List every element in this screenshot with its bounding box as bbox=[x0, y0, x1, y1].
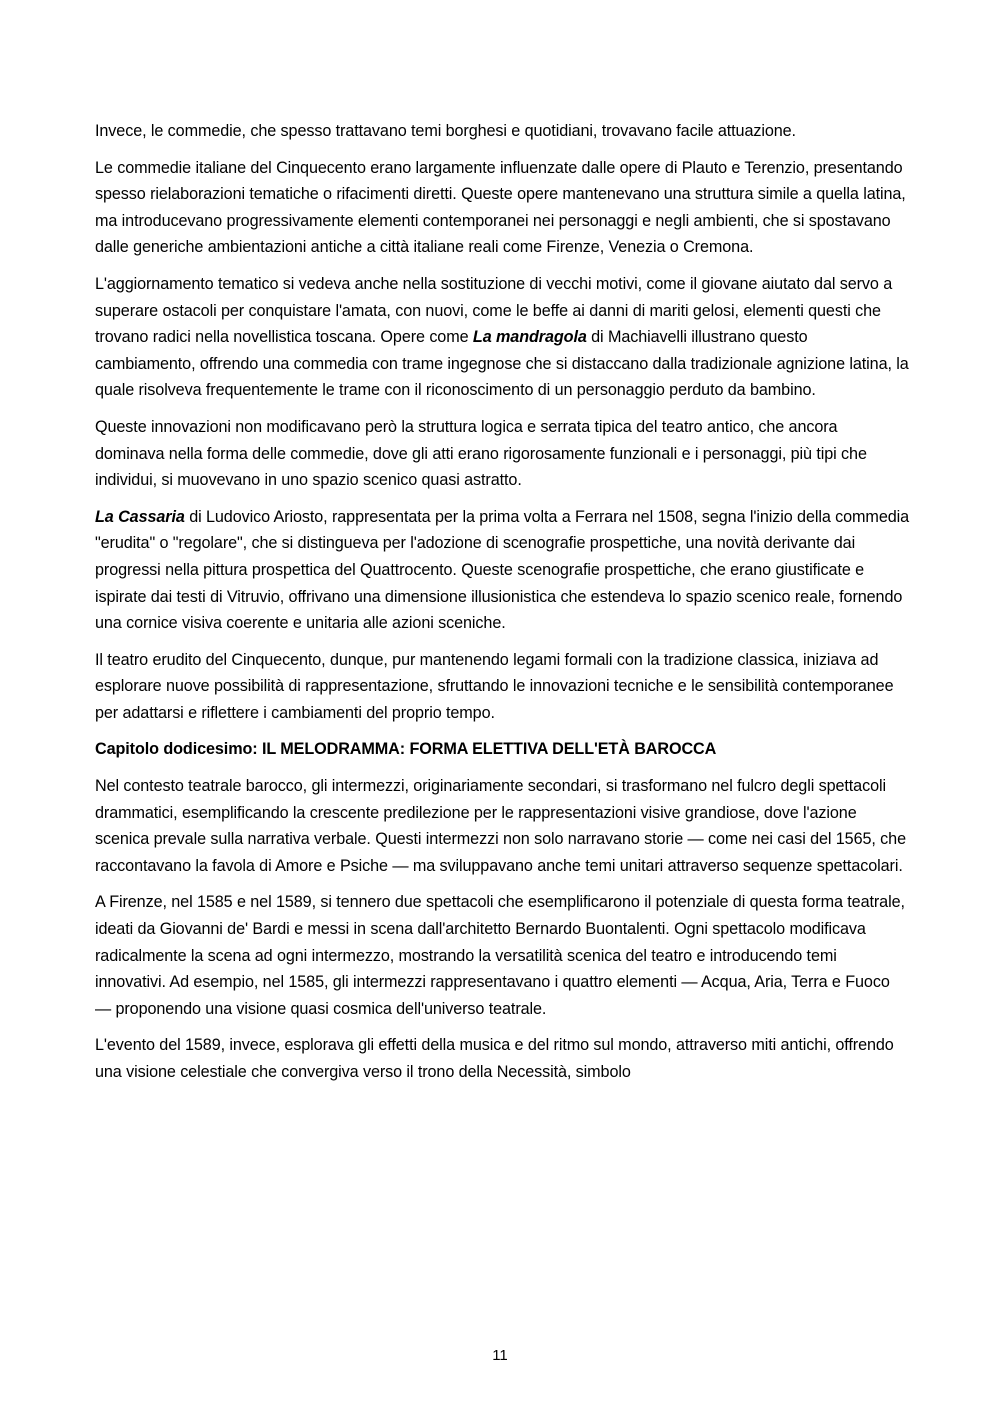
work-title-la-mandragola: La mandragola bbox=[472, 328, 587, 347]
paragraph-6: Il teatro erudito del Cinquecento, dunque, pur mantenendo legami formali con la tradizione classica, iniziava ad esplorare nuove possibilità di rappresentazione, sfruttando le innovazioni tecniche e le sensibilità contemporanee per adattarsi e riflettere i cambiamenti del proprio tempo. bbox=[95, 650, 894, 722]
page-number: 11 bbox=[492, 1347, 508, 1364]
paragraph-3-text-b: di Machiavelli illustrano questo cambiamento, offrendo una commedia con trame ingegnose che si distaccano dalla tradizionale agnizione latina, la quale risolveva frequentemente le trame con il riconoscimento di un personaggio perduto da bambino. bbox=[95, 328, 909, 400]
work-title-la-cassaria: La Cassaria bbox=[95, 507, 185, 526]
paragraph-4: Queste innovazioni non modificavano però la struttura logica e serrata tipica del teatro antico, che ancora dominava nella forma delle commedie, dove gli atti erano rigorosamente funzionali e i personaggi, più tipi che individui, si muovevano in uno spazio scenico quasi astratto. bbox=[95, 417, 867, 490]
paragraph-5-text: di Ludovico Ariosto, rappresentata per la prima volta a Ferrara nel 1508, segna l'inizio della commedia "erudita" o "regolare", che si distingueva per l'adozione di scenografie prospettiche, una novità derivante dai progressi nella pittura prospettica del Quattrocento. Queste scenografie prospettiche, che erano giustificate e ispirate dai testi di Vitruvio, offrivano una dimensione illusionistica che estendeva lo spazio scenico reale, fornendo una cornice visiva coerente e unitaria alle azioni sceniche. bbox=[95, 507, 910, 633]
paragraph-2: Le commedie italiane del Cinquecento erano largamente influenzate dalle opere di Plauto e Terenzio, presentando spesso rielaborazioni tematiche o rifacimenti diretti. Queste opere mantenevano una struttura simile a quella latina, ma introducevano progressivamente elementi contemporanei nei personaggi e negli ambienti, che si spostavano dalle generiche ambientazioni antiche a città italiane reali come Firenze, Venezia o Cremona. bbox=[95, 158, 906, 257]
chapter-heading: Capitolo dodicesimo: IL MELODRAMMA: FORMA ELETTIVA DELL'ETÀ BAROCCA bbox=[95, 740, 717, 759]
page-body bbox=[95, 118, 910, 1096]
paragraph-1: Invece, le commedie, che spesso trattavano temi borghesi e quotidiani, trovavano facile attuazione. bbox=[95, 122, 796, 140]
paragraph-5 bbox=[95, 504, 910, 637]
paragraph-7: Nel contesto teatrale barocco, gli intermezzi, originariamente secondari, si trasformano nel fulcro degli spettacoli drammatici, esemplificando la crescente predilezione per le rappresentazioni visive grandiose, dove l'azione scenica prevale sulla narrativa verbale. Questi intermezzi non solo narravano storie — come nei casi del 1565, che raccontavano la favola di Amore e Psiche — ma sviluppavano anche temi unitari attraverso sequenze spettacolari. bbox=[95, 777, 906, 875]
paragraph-9: L'evento del 1589, invece, esplorava gli effetti della musica e del ritmo sul mondo, attraverso miti antichi, offrendo una visione celestiale che convergiva verso il trono della Necessità, simbolo bbox=[95, 1036, 894, 1081]
paragraph-3-text-a: L'aggiornamento tematico si vedeva anche nella sostituzione di vecchi motivi, come il giovane aiutato dal servo a superare ostacoli per conquistare l'amata, con nuovi, come le beffe ai danni di mariti gelosi, elementi questi che trovano radici nella novellistica toscana. Opere come bbox=[95, 274, 893, 347]
paragraph-3 bbox=[95, 271, 910, 404]
paragraph-8: A Firenze, nel 1585 e nel 1589, si tennero due spettacoli che esemplificarono il potenziale di questa forma teatrale, ideati da Giovanni de' Bardi e messi in scena dall'architetto Bernardo Buontalenti. Ogni spettacolo modificava radicalmente la scena ad ogni intermezzo, mostrando la versatilità scenica del teatro e introducendo temi innovativi. Ad esempio, nel 1585, gli intermezzi rappresentavano i quattro elementi — Acqua, Aria, Terra e Fuoco — proponendo una visione quasi cosmica dell'universo teatrale. bbox=[95, 893, 905, 1018]
